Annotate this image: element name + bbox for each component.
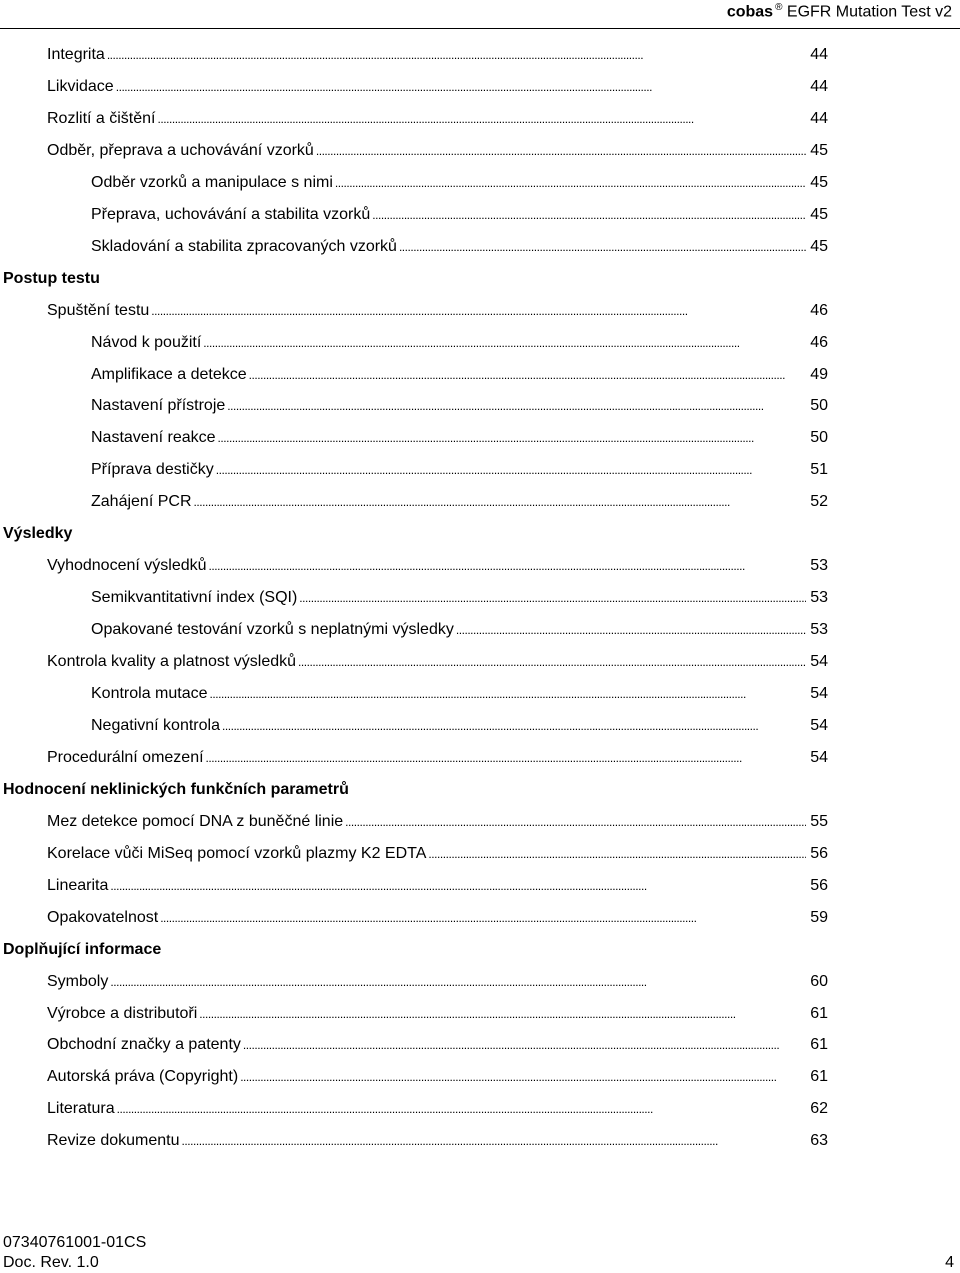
toc-section-heading: Doplňující informace [3,941,162,958]
toc-entry-label: Symboly [47,973,109,990]
toc-entry[interactable] [47,972,828,992]
toc-entry-page-number: 61 [810,1036,828,1053]
dot-leader [399,237,806,257]
dot-leader [182,1131,807,1151]
toc-entry-label: Mez detekce pomocí DNA z buněčné linie [47,813,344,830]
dot-leader [199,1004,806,1024]
dot-leader [428,844,806,864]
toc-entry-page-number: 63 [810,1132,828,1149]
document-footer [3,1233,146,1273]
dot-leader [456,620,806,640]
toc-entry-page-number: 54 [810,653,828,670]
toc-entry[interactable] [47,1131,828,1151]
toc-entry-page-number: 45 [810,238,828,255]
dot-leader [298,652,806,672]
toc-entry[interactable] [91,205,828,225]
toc-entry-page-number: 44 [810,110,828,127]
dot-leader [116,77,807,97]
dot-leader [209,556,807,576]
dot-leader [206,748,807,768]
toc-entry-label: Opakovatelnost [47,909,159,926]
toc-entry-label: Skladování a stabilita zpracovaných vzorků [91,238,397,255]
dot-leader [240,1067,806,1087]
toc-entry[interactable] [91,333,828,353]
dot-leader [151,301,806,321]
toc-entry[interactable] [47,1099,828,1119]
toc-entry[interactable] [91,365,828,385]
toc-entry-label: Spuštění testu [47,302,150,319]
dot-leader [222,716,806,736]
toc-entry-label: Rozlití a čištění [47,110,156,127]
toc-entry-label: Linearita [47,877,109,894]
toc-entry-page-number: 49 [810,366,828,383]
toc-section-heading: Výsledky [3,525,73,542]
toc-section-heading: Postup testu [3,270,100,287]
toc-entry-label: Nastavení přístroje [91,397,226,414]
dot-leader [345,812,806,832]
toc-entry[interactable] [91,492,828,512]
toc-entry-label: Kontrola kvality a platnost výsledků [47,653,297,670]
toc-entry[interactable] [91,173,828,193]
toc-entry[interactable] [91,428,828,448]
toc-entry-page-number: 45 [810,174,828,191]
toc-entry-page-number: 45 [810,142,828,159]
toc-entry[interactable] [91,396,828,416]
toc-entry-page-number: 62 [810,1100,828,1117]
toc-entry[interactable] [47,876,828,896]
toc-entry-label: Opakované testování vzorků s neplatnými výsledky [91,621,454,638]
toc-entry-page-number: 54 [810,717,828,734]
toc-entry-label: Amplifikace a detekce [91,366,247,383]
toc-entry-label: Přeprava, uchovávání a stabilita vzorků [91,206,371,223]
toc-entry-page-number: 44 [810,46,828,63]
toc-entry[interactable] [47,77,828,97]
toc-entry-label: Příprava destičky [91,461,214,478]
toc-entry-label: Semikvantitativní index (SQI) [91,589,298,606]
dot-leader [157,109,806,129]
document-revision: Doc. Rev. 1.0 [3,1254,99,1271]
toc-entry[interactable] [47,1035,828,1055]
toc-entry-label: Korelace vůči MiSeq pomocí vzorků plazmy K2 EDTA [47,845,427,862]
toc-entry-page-number: 46 [810,302,828,319]
toc-entry-label: Výrobce a distributoři [47,1005,198,1022]
dot-leader [117,1099,807,1119]
dot-leader [316,141,806,161]
toc-entry-page-number: 52 [810,493,828,510]
dot-leader [335,173,806,193]
toc-entry-label: Kontrola mutace [91,685,208,702]
toc-entry[interactable] [91,620,828,640]
dot-leader [216,460,806,480]
header-title: EGFR Mutation Test v2 [786,3,952,21]
toc-entry-label: Literatura [47,1100,115,1117]
toc-entry-page-number: 56 [810,845,828,862]
toc-entry-page-number: 54 [810,685,828,702]
toc-entry[interactable] [47,652,828,672]
dot-leader [218,428,807,448]
dot-leader [160,908,806,928]
toc-entry-label: Negativní kontrola [91,717,220,734]
brand-name: cobas [726,3,774,21]
toc-entry[interactable] [47,141,828,161]
dot-leader [299,588,806,608]
toc-entry-page-number: 45 [810,206,828,223]
registered-mark: ® [775,2,783,13]
toc-entry[interactable] [47,812,828,832]
toc-entry-page-number: 53 [810,557,828,574]
toc-entry-page-number: 50 [810,397,828,414]
dot-leader [372,205,806,225]
document-number: 07340761001-01CS [3,1234,147,1251]
toc-entry[interactable] [47,301,828,321]
toc-entry-label: Obchodní značky a patenty [47,1036,241,1053]
toc-entry[interactable] [47,908,828,928]
toc-entry[interactable] [91,716,828,736]
toc-entry[interactable] [47,109,828,129]
toc-entry-label: Nastavení reakce [91,429,216,446]
toc-entry[interactable] [47,748,828,768]
toc-entry-page-number: 44 [810,78,828,95]
toc-entry-page-number: 53 [810,621,828,638]
toc-entry-label: Procedurální omezení [47,749,204,766]
dot-leader [194,492,807,512]
toc-entry-page-number: 53 [810,589,828,606]
running-header [727,2,952,21]
dot-leader [249,365,807,385]
dot-leader [107,45,806,65]
toc-entry-label: Odběr, přeprava a uchovávání vzorků [47,142,314,159]
toc-entry[interactable] [91,588,828,608]
toc-entry[interactable] [47,1067,828,1087]
toc-entry-page-number: 54 [810,749,828,766]
page-number: 4 [945,1254,954,1271]
toc-entry-label: Revize dokumentu [47,1132,180,1149]
toc-entry[interactable] [91,684,828,704]
toc-entry-page-number: 59 [810,909,828,926]
toc-entry-page-number: 51 [810,461,828,478]
dot-leader [227,396,806,416]
toc-entry-label: Likvidace [47,78,114,95]
toc-entry[interactable] [47,844,828,864]
toc-entry[interactable] [91,460,828,480]
toc-entry-label: Integrita [47,46,105,63]
toc-entry-label: Zahájení PCR [91,493,192,510]
toc-entry[interactable] [91,237,828,257]
header-rule [0,28,960,29]
toc-entry-label: Autorská práva (Copyright) [47,1068,239,1085]
toc-entry-page-number: 50 [810,429,828,446]
toc-entry-label: Odběr vzorků a manipulace s nimi [91,174,333,191]
toc-section-heading: Hodnocení neklinických funkčních parametrů [3,781,349,798]
toc-entry[interactable] [47,556,828,576]
dot-leader [210,684,807,704]
toc-entry[interactable] [47,45,828,65]
dot-leader [203,333,806,353]
toc-entry-label: Vyhodnocení výsledků [47,557,207,574]
toc-entry-page-number: 61 [810,1068,828,1085]
dot-leader [243,1035,806,1055]
toc-entry-page-number: 55 [810,813,828,830]
dot-leader [110,972,806,992]
toc-entry[interactable] [47,1004,828,1024]
toc-entry-page-number: 61 [810,1005,828,1022]
toc-entry-page-number: 60 [810,973,828,990]
toc-entry-label: Návod k použití [91,334,202,351]
dot-leader [110,876,806,896]
toc-entry-page-number: 46 [810,334,828,351]
toc-entry-page-number: 56 [810,877,828,894]
